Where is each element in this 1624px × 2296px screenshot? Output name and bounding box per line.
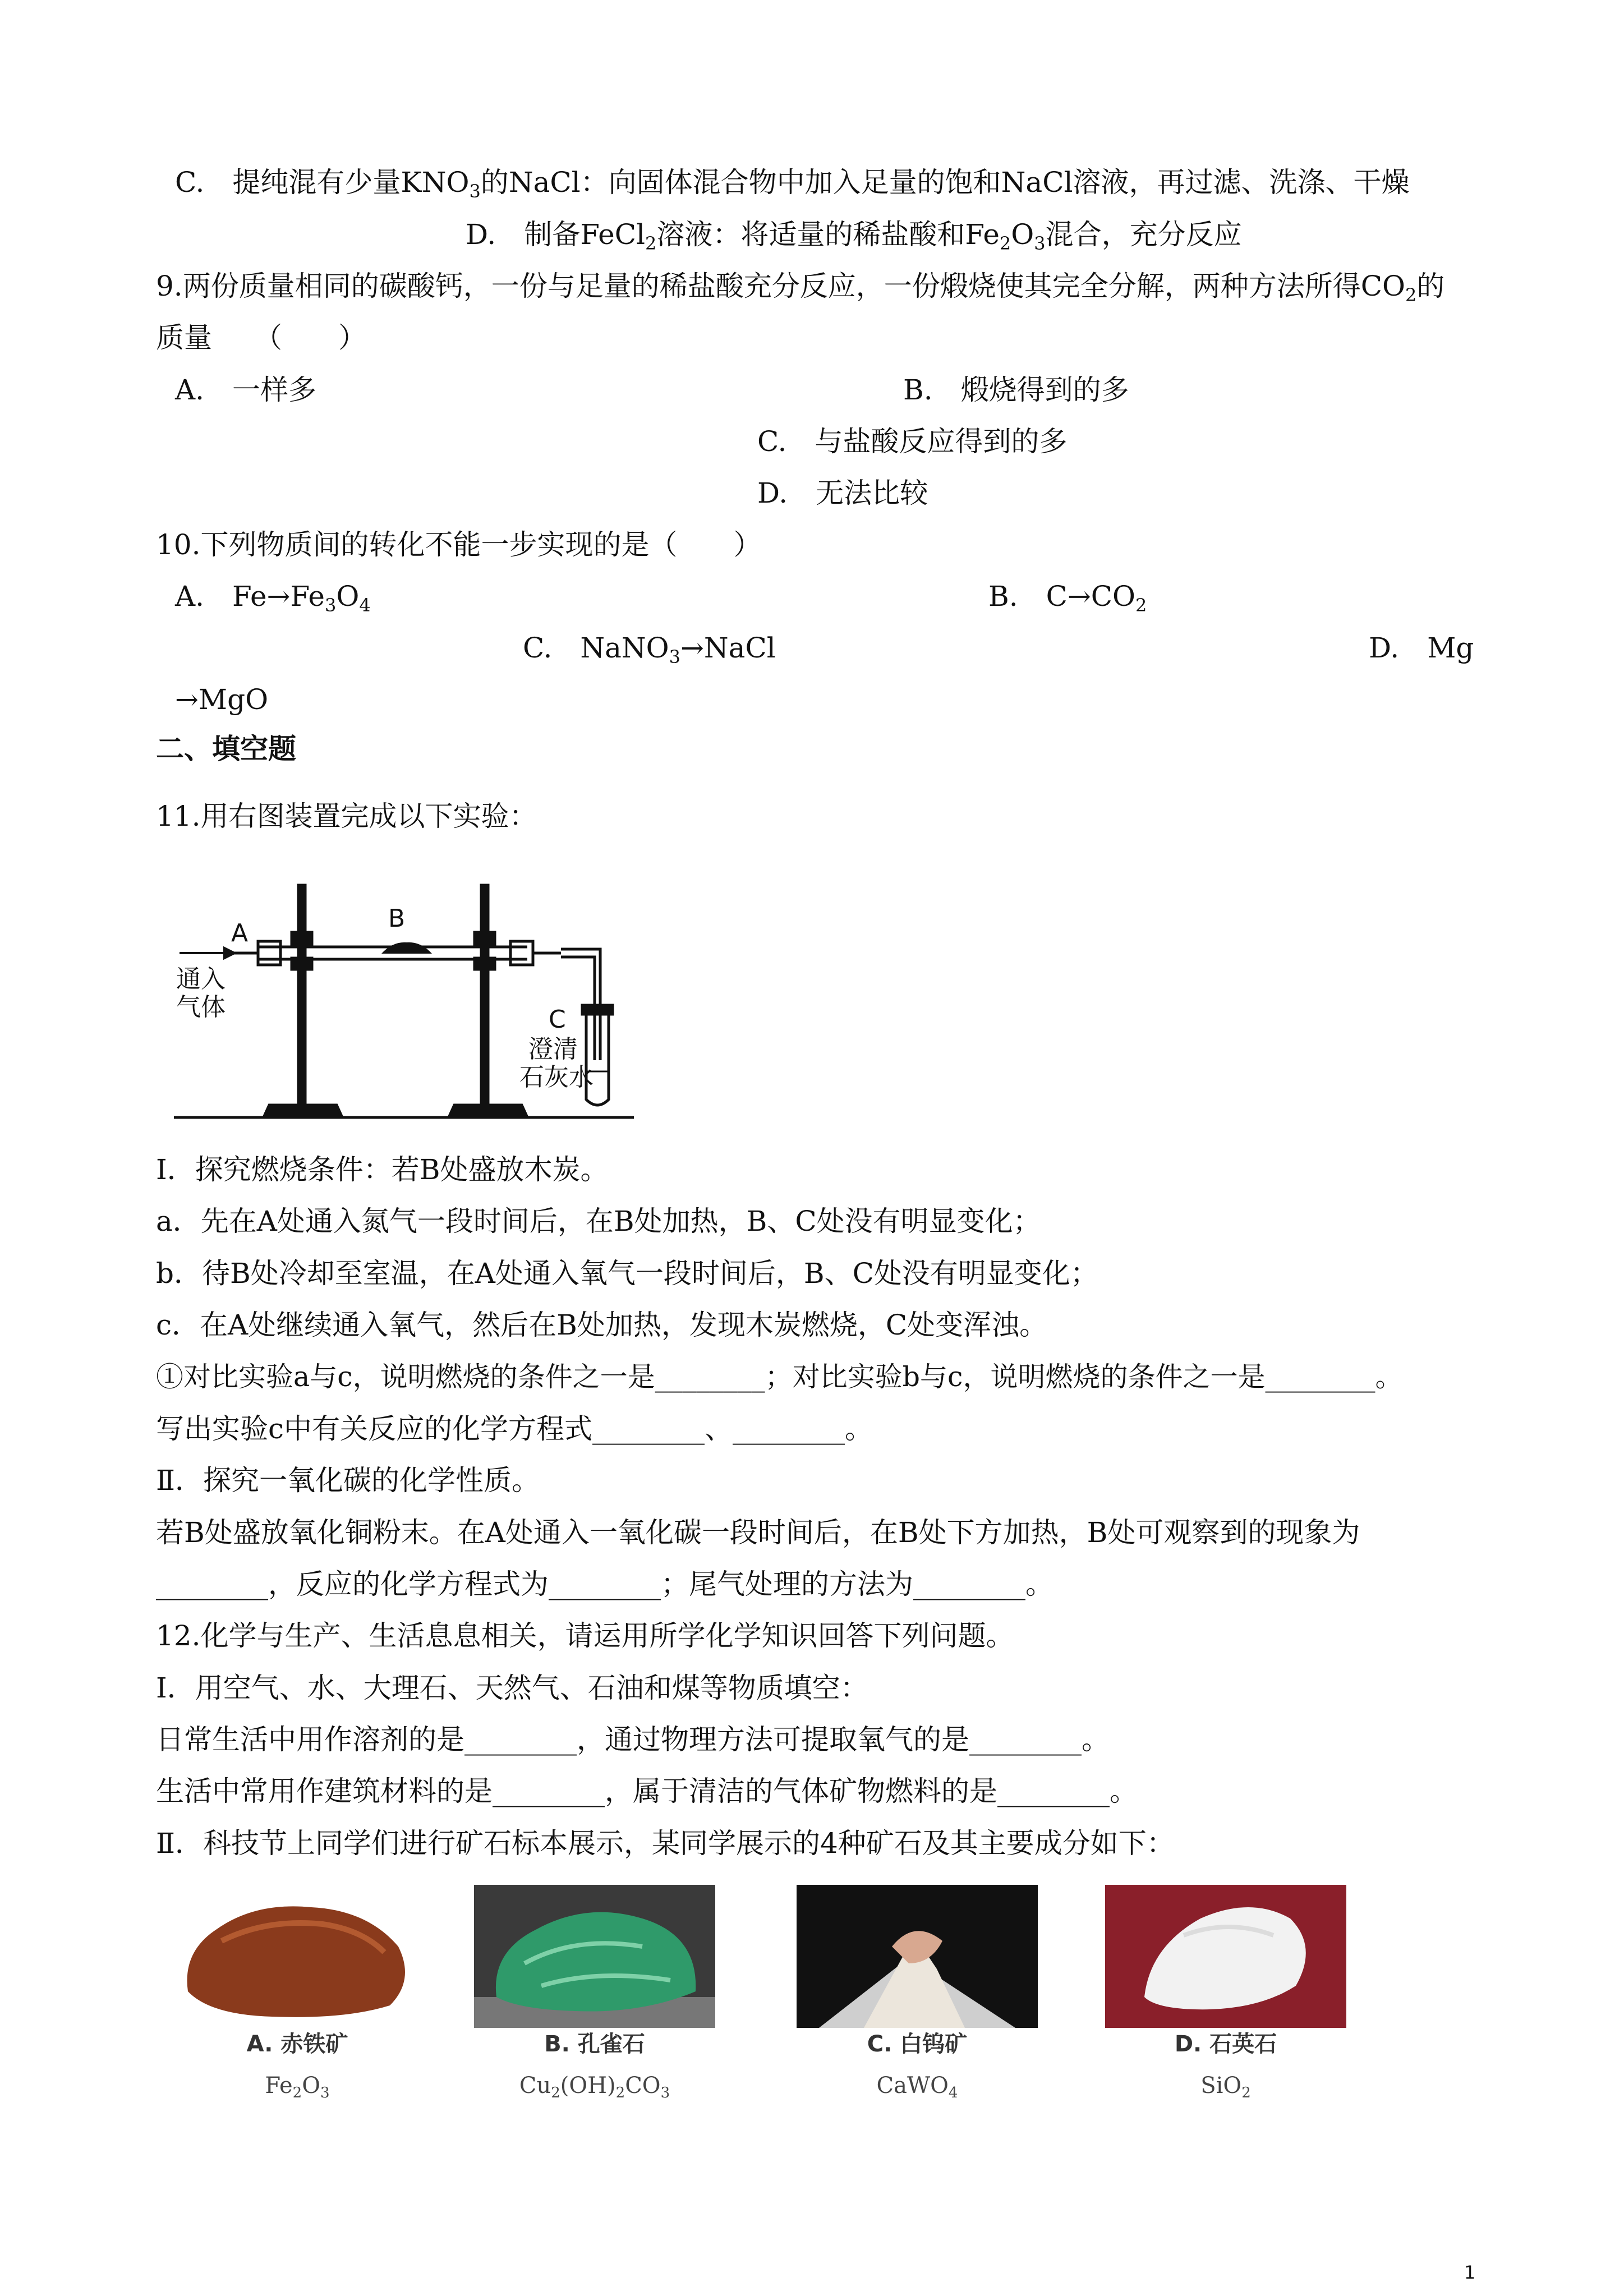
mineral-formula-c: CaWO$_4$: [876, 2073, 958, 2101]
mineral-formula-b: $Cu_2(OH)_2CO_3$: [519, 2073, 670, 2101]
mineral-formula-d: SiO$_2$: [1200, 2073, 1251, 2101]
figure-label-a: A: [231, 919, 249, 947]
q11-step-b: b．待B处冷却至室温，在A处通入氧气一段时间后，B、C处没有明显变化；: [156, 1257, 1098, 1290]
mineral-photo-scheelite: [797, 1885, 1038, 2028]
q9-stem-line2: 质量 （ ）: [156, 321, 366, 354]
page-number: 1: [1464, 2262, 1476, 2283]
mineral-photo-hematite: [177, 1885, 418, 2028]
mineral-photo-quartz: [1105, 1885, 1346, 2028]
figure-gas-in-2: 气体: [176, 993, 226, 1022]
q12-stem: 12.化学与生产、生活息息相关，请运用所学化学知识回答下列问题。: [156, 1619, 1014, 1652]
q9-option-d: D. 无法比较: [757, 477, 928, 509]
section-title: 二、填空题: [156, 733, 296, 765]
figure-gas-in-1: 通入: [176, 965, 226, 993]
q11-part2-blanks: ________，反应的化学方程式为________；尾气处理的方法为________。: [156, 1568, 1053, 1600]
apparatus-figure: [168, 875, 640, 1122]
q11-stem: 11.用右图装置完成以下实验：: [156, 800, 537, 832]
q9-option-c: C. 与盐酸反应得到的多: [757, 425, 1068, 458]
q11-blank-equations: 写出实验c中有关反应的化学方程式________、________。: [156, 1412, 873, 1445]
q12-part1-title: Ⅰ．用空气、水、大理石、天然气、石油和煤等物质填空：: [156, 1672, 868, 1704]
q11-step-c: c．在A处继续通入氧气，然后在B处加热，发现木炭燃烧，C处变浑浊。: [156, 1309, 1048, 1341]
q10-option-a: A. $Fe\to Fe_3O_4$: [175, 580, 371, 616]
figure-limewater-1: 澄清: [528, 1035, 578, 1064]
mineral-photo-malachite: [474, 1885, 715, 2028]
q11-blank-condition: ①对比实验a与c，说明燃烧的条件之一是________；对比实验b与c，说明燃烧的条件之一是________。: [156, 1361, 1403, 1393]
q11-part2-desc: 若B处盛放氧化铜粉末。在A处通入一氧化碳一段时间后，在B处下方加热，B处可观察到的现象为: [156, 1516, 1360, 1549]
figure-label-c: C: [549, 1005, 566, 1034]
q10-option-d: D. Mg: [1369, 632, 1474, 664]
q12-blank-line1: 日常生活中用作溶剂的是________，通过物理方法可提取氧气的是________。: [156, 1723, 1110, 1756]
q8-option-d: D. 制备FeCl$_2$溶液：将适量的稀盐酸和$Fe_2O_3$混合，充分反应: [466, 218, 1242, 254]
figure-label-b: B: [388, 904, 406, 933]
q11-part1-title: Ⅰ．探究燃烧条件：若B处盛放木炭。: [156, 1153, 609, 1186]
q8-option-c: C. 提纯混有少量$KNO_3$的NaCl：向固体混合物中加入足量的饱和NaCl溶液，再过滤、洗涤、干燥: [175, 166, 1410, 202]
mineral-caption-d: D. 石英石: [1174, 2031, 1277, 2057]
q9-stem-line1: 9.两份质量相同的碳酸钙，一份与足量的稀盐酸充分反应，一份煅烧使其完全分解，两种方法所得$CO_2$的: [156, 270, 1445, 306]
q12-part2-title: Ⅱ．科技节上同学们进行矿石标本展示，某同学展示的4种矿石及其主要成分如下：: [156, 1827, 1175, 1860]
mineral-formula-a: $Fe_2O_3$: [265, 2073, 330, 2101]
q9-option-b: B. 煅烧得到的多: [903, 374, 1129, 406]
mineral-caption-a: A. 赤铁矿: [246, 2031, 348, 2057]
q10-option-d-cont: →MgO: [175, 683, 269, 716]
mineral-caption-c: C. 白钨矿: [867, 2031, 968, 2057]
q10-option-c: C. NaNO$_3$→NaCl: [523, 632, 776, 668]
q11-part2-title: Ⅱ．探究一氧化碳的化学性质。: [156, 1464, 540, 1497]
q10-option-b: B. $C\to CO_2$: [988, 580, 1147, 616]
q10-stem: 10.下列物质间的转化不能一步实现的是（ ）: [156, 528, 762, 561]
q9-option-a: A. 一样多: [175, 374, 317, 406]
q11-step-a: a．先在A处通入氮气一段时间后，在B处加热，B、C处没有明显变化；: [156, 1205, 1041, 1237]
figure-limewater-2: 石灰水: [519, 1063, 594, 1092]
q12-blank-line2: 生活中常用作建筑材料的是________，属于清洁的气体矿物燃料的是________。: [156, 1775, 1138, 1807]
mineral-caption-b: B. 孔雀石: [544, 2031, 645, 2057]
